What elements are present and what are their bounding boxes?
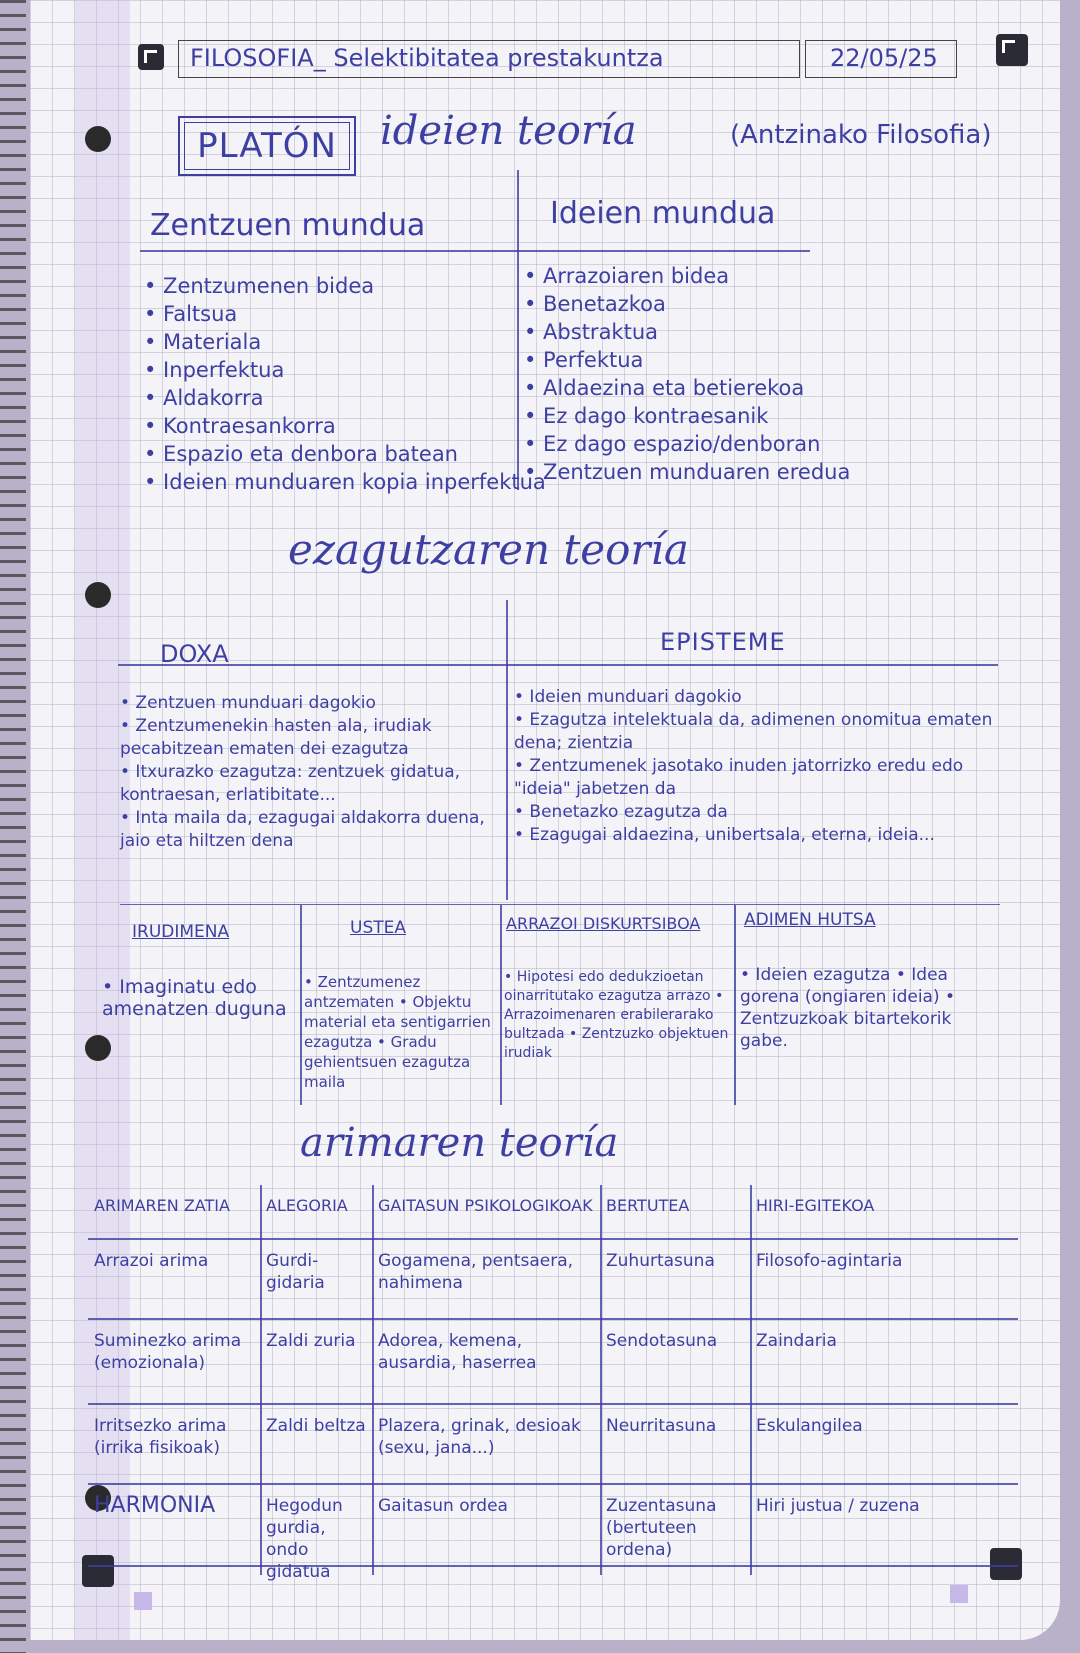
level-1-title: IRUDIMENA — [132, 922, 230, 942]
soul-cell: Arrazoi arima — [94, 1251, 209, 1271]
level-1-text: • Imaginatu edo amenatzen duguna — [102, 976, 287, 1020]
notebook-page — [30, 0, 1060, 1640]
table-line — [88, 1318, 1018, 1320]
table-line — [260, 1185, 262, 1575]
soul-header: GAITASUN PSIKOLOGIKOAK — [378, 1196, 593, 1215]
soul-cell: Gaitasun ordea — [378, 1496, 508, 1516]
ideas-world-title: Ideien mundua — [550, 196, 776, 231]
list-item: • Ezagugai aldaezina, unibertsala, eterna, ideia... — [514, 825, 935, 845]
list-item: • Zentzumenen bidea — [144, 274, 375, 298]
soul-cell: Sendotasuna — [606, 1331, 718, 1351]
soul-cell: Zuzentasuna (bertuteen ordena) — [606, 1496, 717, 1560]
soul-cell: Zaindaria — [756, 1331, 837, 1351]
soul-header: HIRI-EGITEKOA — [756, 1196, 875, 1215]
level-3-text: • Hipotesi edo dedukzioetan oinarritutako ezagutza arrazo • Arrazoimenaren erabilerarako bultzada • Zentzuzko objektuen irudiak — [504, 969, 729, 1061]
list-item: • Zentzuen munduaren eredua — [524, 460, 851, 484]
table-line — [88, 1565, 1018, 1567]
worlds-underline — [140, 250, 810, 252]
list-item: • Inperfektua — [144, 358, 285, 382]
table-line — [88, 1483, 1018, 1485]
levels-divider — [500, 905, 502, 1105]
soul-cell: Zuhurtasuna — [606, 1251, 715, 1271]
soul-cell: Neurritasuna — [606, 1416, 717, 1436]
table-line — [88, 1238, 1018, 1240]
list-item: • Abstraktua — [524, 320, 659, 344]
knowledge-underline — [118, 664, 998, 666]
soul-cell: Zaldi beltza — [266, 1416, 366, 1436]
corner-logo-icon — [990, 1548, 1022, 1580]
list-item: • Arrazoiaren bidea — [524, 264, 730, 288]
soul-cell: Hegodun gurdia, ondo gidatua — [266, 1496, 343, 1582]
list-item: • Ideien munduaren kopia inperfektua — [144, 470, 546, 494]
episteme-title: EPISTEME — [660, 628, 786, 656]
list-item: • Ez dago kontraesanik — [524, 404, 769, 428]
corner-logo-icon — [996, 34, 1028, 66]
senses-world-list — [144, 272, 546, 496]
table-line — [750, 1185, 752, 1575]
levels-divider — [300, 905, 302, 1105]
soul-cell: Gogamena, pentsaera, nahimena — [378, 1251, 574, 1293]
ideas-world-list — [524, 262, 850, 486]
levels-topline — [120, 904, 1000, 905]
soul-cell: Plazera, grinak, desioak (sexu, jana...) — [378, 1416, 581, 1458]
level-3-title: ARRAZOI DISKURTSIBOA — [506, 914, 701, 933]
theory-title: ideien teoría — [380, 108, 637, 154]
list-item: • Aldaezina eta betierekoa — [524, 376, 805, 400]
soul-cell: Suminezko arima (emozionala) — [94, 1331, 242, 1373]
list-item: • Inta maila da, ezagugai aldakorra duena, jaio eta hiltzen dena — [120, 808, 485, 851]
knowledge-divider — [506, 600, 508, 900]
list-item: • Perfektua — [524, 348, 644, 372]
list-item: • Ideien munduari dagokio — [514, 687, 742, 707]
level-2-text: • Zentzumenez antzematen • Objektu material eta sentigarrien ezagutza • Gradu gehientsuen ezagutza maila — [304, 973, 491, 1091]
senses-world-title: Zentzuen mundua — [150, 208, 426, 243]
punch-hole — [85, 126, 111, 152]
list-item: • Aldakorra — [144, 386, 264, 410]
title-box — [178, 116, 356, 176]
doxa-title: DOXA — [160, 640, 229, 668]
soul-header: BERTUTEA — [606, 1196, 690, 1215]
corner-square — [134, 1592, 152, 1610]
levels-divider — [734, 905, 736, 1105]
soul-cell: Hiri justua / zuzena — [756, 1496, 920, 1516]
corner-logo-icon — [82, 1555, 114, 1587]
list-item: • Kontraesankorra — [144, 414, 336, 438]
level-4-text: • Ideien ezagutza • Idea gorena (ongiaren ideia) • Zentzuzkoak bitartekorik gabe. — [740, 965, 956, 1051]
notebook-spiral — [0, 0, 26, 1653]
list-item: • Ezagutza intelektuala da, adimenen onomitua ematen dena; zientzia — [514, 710, 993, 753]
soul-cell: Gurdi-gidaria — [266, 1251, 325, 1293]
list-item: • Benetazko ezagutza da — [514, 802, 728, 822]
soul-cell: Eskulangilea — [756, 1416, 863, 1436]
knowledge-title: ezagutzaren teoría — [288, 525, 689, 574]
corner-square — [950, 1585, 968, 1603]
soul-title: arimaren teoría — [300, 1120, 619, 1166]
table-line — [600, 1185, 602, 1575]
level-4-title: ADIMEN HUTSA — [744, 910, 876, 930]
header-date: 22/05/25 — [830, 44, 938, 72]
soul-header: ARIMAREN ZATIA — [94, 1196, 230, 1215]
doxa-list — [120, 692, 500, 853]
list-item: • Itxurazko ezagutza: zentzuek gidatua, kontraesan, erlatibitate... — [120, 762, 461, 805]
punch-hole — [85, 582, 111, 608]
list-item: • Materiala — [144, 330, 262, 354]
list-item: • Benetazkoa — [524, 292, 666, 316]
punch-hole — [85, 1035, 111, 1061]
list-item: • Faltsua — [144, 302, 238, 326]
header-course: FILOSOFIA_ Selektibitatea prestakuntza — [190, 44, 664, 72]
table-line — [372, 1185, 374, 1575]
brand-logo-icon — [138, 44, 164, 70]
theory-subtitle: (Antzinako Filosofia) — [730, 120, 992, 150]
list-item: • Espazio eta denbora batean — [144, 442, 458, 466]
list-item: • Zentzuen munduari dagokio — [120, 693, 376, 713]
level-2-title: USTEA — [350, 918, 406, 938]
soul-cell: Adorea, kemena, ausardia, haserrea — [378, 1331, 537, 1373]
list-item: • Zentzumenek jasotako inuden jatorrizko eredu edo "ideia" jabetzen da — [514, 756, 964, 799]
table-line — [88, 1403, 1018, 1405]
list-item: • Zentzumenekin hasten ala, irudiak pecabitzean ematen dei ezagutza — [120, 716, 432, 759]
list-item: • Ez dago espazio/denboran — [524, 432, 821, 456]
soul-cell: Irritsezko arima (irrika fisikoak) — [94, 1416, 227, 1458]
soul-cell: HARMONIA — [94, 1493, 216, 1518]
page-title: PLATÓN — [184, 122, 350, 170]
soul-header: ALEGORIA — [266, 1196, 348, 1215]
soul-cell: Filosofo-agintaria — [756, 1251, 903, 1271]
soul-cell: Zaldi zuria — [266, 1331, 356, 1351]
episteme-list — [514, 686, 1014, 847]
